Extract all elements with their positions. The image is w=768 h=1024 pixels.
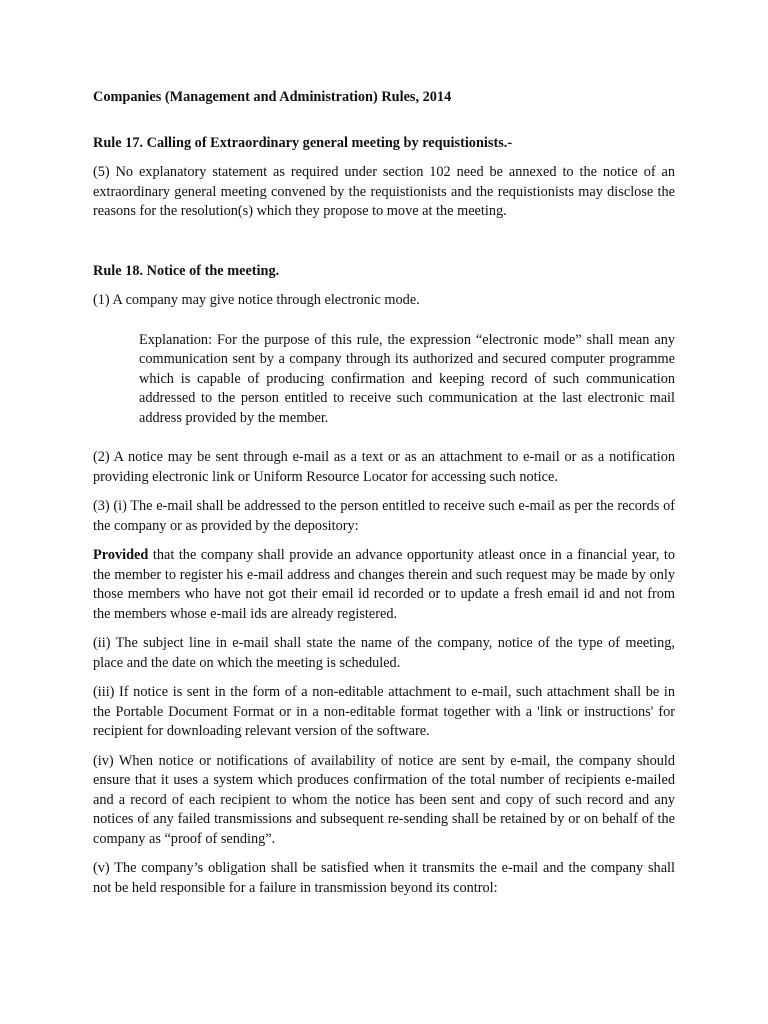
proviso-label: Provided [93,547,149,563]
rule-18-clause-3-i: (3) (i) The e-mail shall be addressed to the person entitled to receive such e-mail as per the records of the company or as provided by the depository: [93,498,675,534]
proviso-text: that the company shall provide an advance opportunity atleast once in a financial year, to the member to register his e-mail address and changes therein and such request may be made by only those members who have not got their email id recorded or to update a fresh email id and not from the members whose e-mail ids are already registered. [93,547,675,622]
document-title: Companies (Management and Administration) Rules, 2014 [93,89,452,105]
rule-18-explanation: Explanation: For the purpose of this rule, the expression “electronic mode” shall mean any communication sent by a company through its authorized and secured computer programme which is capable of producing confirmation and keeping record of such communication addressed to the person entitled to receive such communication at the last electronic mail address provided by the member. [139,331,675,426]
rule-17-heading: Rule 17. Calling of Extraordinary general meeting by requistionists.- [93,134,513,151]
rule-18-clause-3-v: (v) The company’s obligation shall be satisfied when it transmits the e-mail and the company shall not be held responsible for a failure in transmission beyond its control: [93,860,675,896]
rule-18-heading: Rule 18. Notice of the meeting. [93,262,280,279]
rule-18-clause-1: (1) A company may give notice through electronic mode. [93,292,420,308]
rule-18-clause-3-iii: (iii) If notice is sent in the form of a non-editable attachment to e-mail, such attachment shall be in the Portable Document Format or in a non-editable format together with a 'link or instructions' for recipient for downloading relevant version of the software. [93,684,675,739]
rule-17-clause-5: (5) No explanatory statement as required under section 102 need be annexed to the notice of an extraordinary general meeting convened by the requistionists and the requistionists may disclose the reasons for the resolution(s) which they propose to move at the meeting. [93,164,675,219]
rule-18-proviso [93,546,675,624]
rule-18-clause-3-ii: (ii) The subject line in e-mail shall state the name of the company, notice of the type of meeting, place and the date on which the meeting is scheduled. [93,635,675,671]
document-page [93,88,675,898]
rule-18-clause-2: (2) A notice may be sent through e-mail as a text or as an attachment to e-mail or as a notification providing electronic link or Uniform Resource Locator for accessing such notice. [93,449,675,485]
rule-18-clause-3-iv: (iv) When notice or notifications of availability of notice are sent by e-mail, the company should ensure that it uses a system which produces confirmation of the total number of recipients e-mailed and a record of each recipient to whom the notice has been sent and copy of such record and any notices of any failed transmissions and subsequent re-sending shall be retained by or on behalf of the company as “proof of sending”. [93,752,675,847]
